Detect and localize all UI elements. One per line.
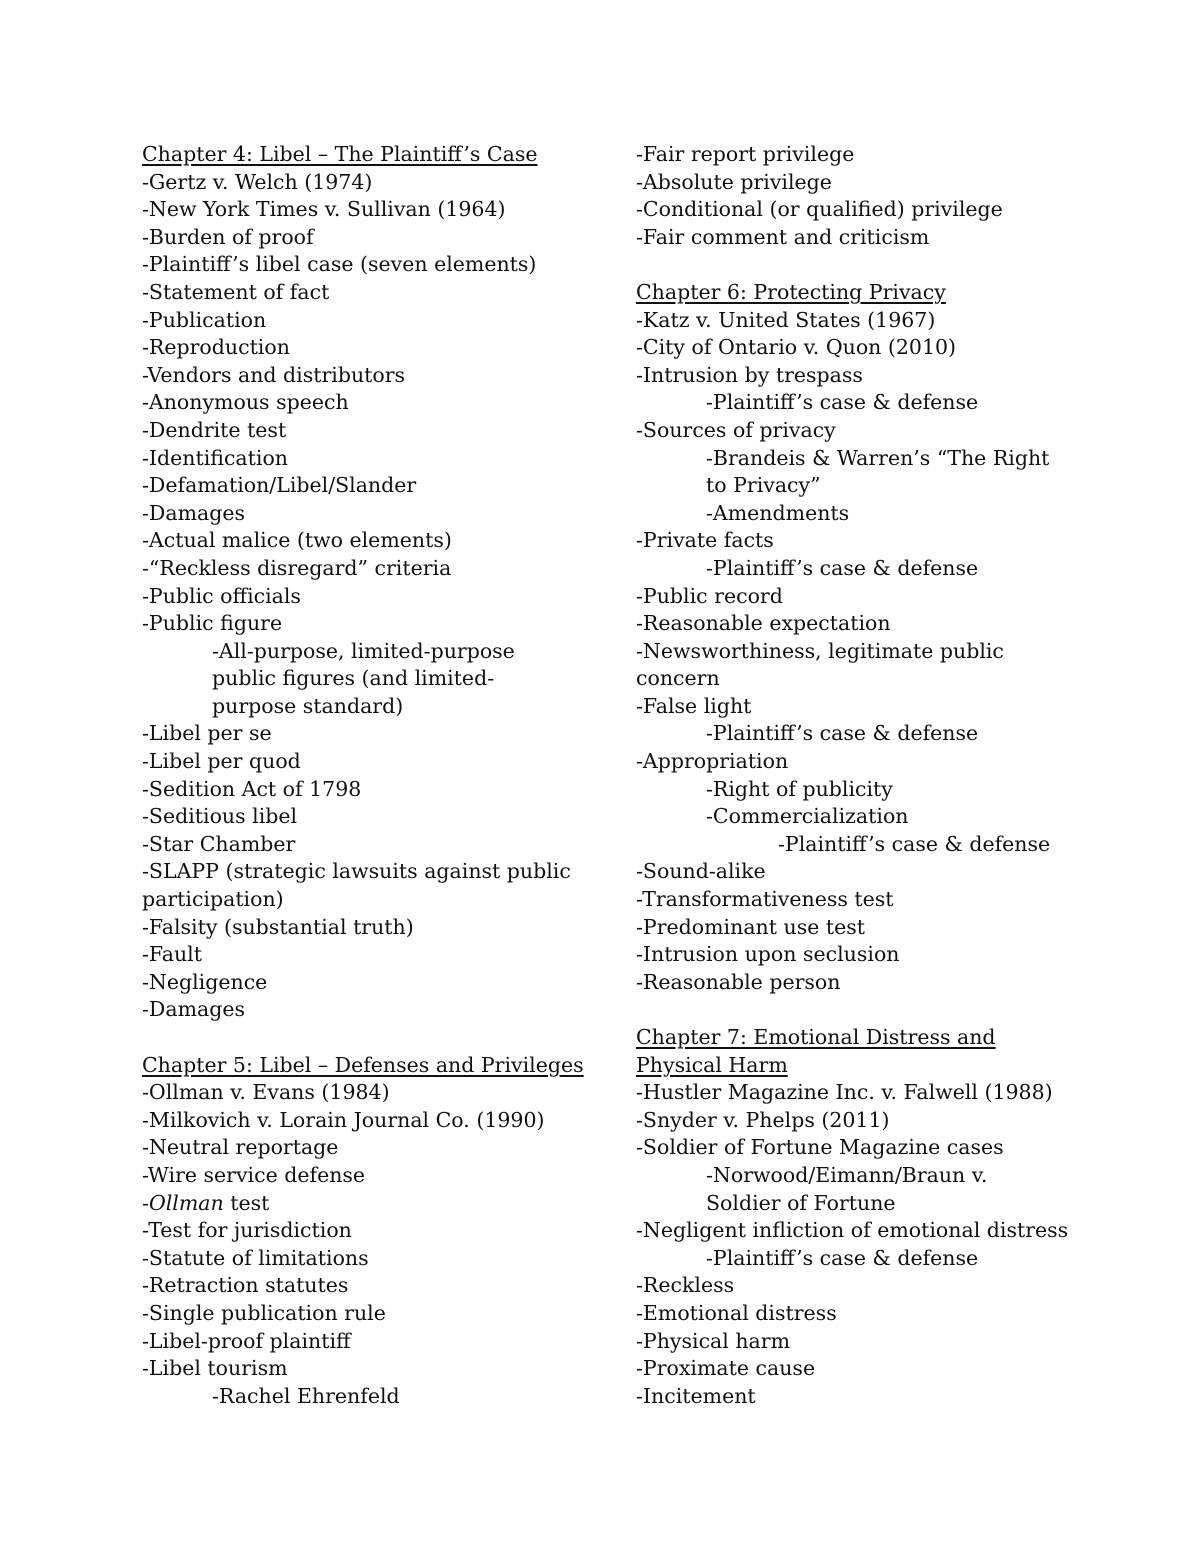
- list-item: -False light: [636, 693, 752, 718]
- list-item: -All-purpose, limited-purpose: [212, 638, 515, 663]
- list-item: -Fault: [142, 942, 202, 967]
- chapter-heading: Chapter 4: Libel – The Plaintiff’s Case: [142, 142, 538, 166]
- list-item: -Libel per se: [142, 721, 272, 746]
- list-item: -Identification: [142, 445, 288, 470]
- list-item: purpose standard): [212, 693, 404, 718]
- list-item: participation): [142, 887, 284, 912]
- list-item: -Libel tourism: [142, 1356, 288, 1381]
- list-item: public figures (and limited-: [212, 666, 495, 691]
- list-item: -Statute of limitations: [142, 1245, 369, 1270]
- list-item: -Negligence: [142, 969, 268, 994]
- list-item: -Statement of fact: [142, 279, 330, 304]
- list-item: -Incitement: [636, 1383, 756, 1408]
- chapter-heading: Chapter 6: Protecting Privacy: [636, 279, 946, 304]
- spacer: [636, 251, 1066, 279]
- list-item: -Reckless: [636, 1273, 735, 1298]
- list-item: -Libel per quod: [142, 749, 301, 774]
- list-item: -Proximate cause: [636, 1356, 816, 1381]
- list-item: -Plaintiff’s case & defense: [706, 1245, 979, 1270]
- list-item: -Plaintiff’s libel case (seven elements): [142, 252, 537, 277]
- list-item: -Gertz v. Welch (1974): [142, 169, 373, 194]
- list-item: -Reasonable expectation: [636, 611, 891, 636]
- right-column: [636, 141, 1069, 1410]
- list-item: -Reasonable person: [636, 969, 841, 994]
- list-item: -Appropriation: [636, 749, 789, 774]
- list-item: -Absolute privilege: [636, 169, 832, 194]
- list-item: -Intrusion upon seclusion: [636, 942, 900, 967]
- list-item: -Libel-proof plaintiff: [142, 1328, 351, 1353]
- list-item: -Fair comment and criticism: [636, 224, 930, 249]
- list-item: -Katz v. United States (1967): [636, 307, 936, 332]
- list-item: -Plaintiff’s case & defense: [706, 390, 979, 415]
- chapter-heading: Physical Harm: [636, 1052, 788, 1077]
- list-item: -City of Ontario v. Quon (2010): [636, 335, 957, 360]
- list-item: -Predominant use test: [636, 914, 865, 939]
- list-item: -Negligent infliction of emotional distress: [636, 1218, 1069, 1243]
- list-item: -Public figure: [142, 611, 283, 636]
- list-item: -Star Chamber: [142, 831, 296, 856]
- list-item: -Sound-alike: [636, 859, 766, 884]
- list-item: Soldier of Fortune: [706, 1190, 896, 1215]
- list-item: -Actual malice (two elements): [142, 528, 452, 553]
- list-item: -Rachel Ehrenfeld: [212, 1383, 400, 1408]
- list-item: -Anonymous speech: [142, 390, 349, 415]
- list-item: to Privacy”: [706, 473, 821, 498]
- list-item: -Burden of proof: [142, 224, 314, 249]
- list-item: -Retraction statutes: [142, 1273, 349, 1298]
- list-item: -Hustler Magazine Inc. v. Falwell (1988): [636, 1080, 1053, 1105]
- list-item: -SLAPP (strategic lawsuits against public: [142, 859, 571, 884]
- list-item: -Defamation/Libel/Slander: [142, 473, 417, 498]
- list-item: -New York Times v. Sullivan (1964): [142, 197, 506, 222]
- list-item: -Plaintiff’s case & defense: [778, 831, 1051, 856]
- list-item: -Damages: [142, 500, 246, 525]
- list-item: -Reproduction: [142, 335, 290, 360]
- item-prefix: -: [142, 1190, 149, 1215]
- list-item: -Newsworthiness, legitimate public: [636, 638, 1004, 663]
- list-item: -Conditional (or qualified) privilege: [636, 197, 1003, 222]
- chapter-heading: Chapter 5: Libel – Defenses and Privileges: [142, 1052, 584, 1077]
- list-item: -Ollman v. Evans (1984): [142, 1080, 390, 1105]
- list-item: -Milkovich v. Lorain Journal Co. (1990): [142, 1107, 545, 1132]
- spacer: [636, 996, 1066, 1024]
- list-item: -Sources of privacy: [636, 417, 836, 442]
- list-item: concern: [636, 666, 720, 691]
- list-item: -Dendrite test: [142, 417, 287, 442]
- list-item: -Transformativeness test: [636, 887, 894, 912]
- list-item: -Seditious libel: [142, 804, 298, 829]
- list-item: -Public officials: [142, 583, 301, 608]
- list-item: -Neutral reportage: [142, 1135, 339, 1160]
- list-item: -Physical harm: [636, 1328, 791, 1353]
- list-item: -Single publication rule: [142, 1300, 386, 1325]
- list-item: -Plaintiff’s case & defense: [706, 555, 979, 580]
- list-item: -Norwood/Eimann/Braun v.: [706, 1162, 988, 1187]
- list-item: -Publication: [142, 307, 267, 332]
- spacer: [142, 1024, 592, 1052]
- list-item: -Fair report privilege: [636, 142, 855, 166]
- item-suffix: test: [223, 1190, 270, 1215]
- list-item: -Soldier of Fortune Magazine cases: [636, 1135, 1004, 1160]
- list-item: -Brandeis & Warren’s “The Right: [706, 445, 1050, 470]
- list-item: -Vendors and distributors: [142, 362, 406, 387]
- list-item: -Right of publicity: [706, 776, 893, 801]
- list-item: -Private facts: [636, 528, 774, 553]
- list-item: -Snyder v. Phelps (2011): [636, 1107, 890, 1132]
- list-item: -Damages: [142, 997, 246, 1022]
- item-italic-case-name: Ollman: [148, 1190, 224, 1215]
- list-item: [142, 1190, 592, 1218]
- list-item: -Amendments: [706, 500, 850, 525]
- chapter-heading: Chapter 7: Emotional Distress and: [636, 1025, 996, 1049]
- list-item: -Falsity (substantial truth): [142, 914, 414, 939]
- list-item: -Emotional distress: [636, 1300, 837, 1325]
- left-column: [142, 141, 592, 1410]
- list-item: -Plaintiff’s case & defense: [706, 721, 979, 746]
- list-item: -“Reckless disregard” criteria: [142, 555, 452, 580]
- list-item: -Test for jurisdiction: [142, 1218, 352, 1243]
- list-item: -Sedition Act of 1798: [142, 776, 362, 801]
- list-item: -Commercialization: [706, 804, 909, 829]
- list-item: -Intrusion by trespass: [636, 362, 863, 387]
- list-item: -Public record: [636, 583, 783, 608]
- list-item: -Wire service defense: [142, 1162, 366, 1187]
